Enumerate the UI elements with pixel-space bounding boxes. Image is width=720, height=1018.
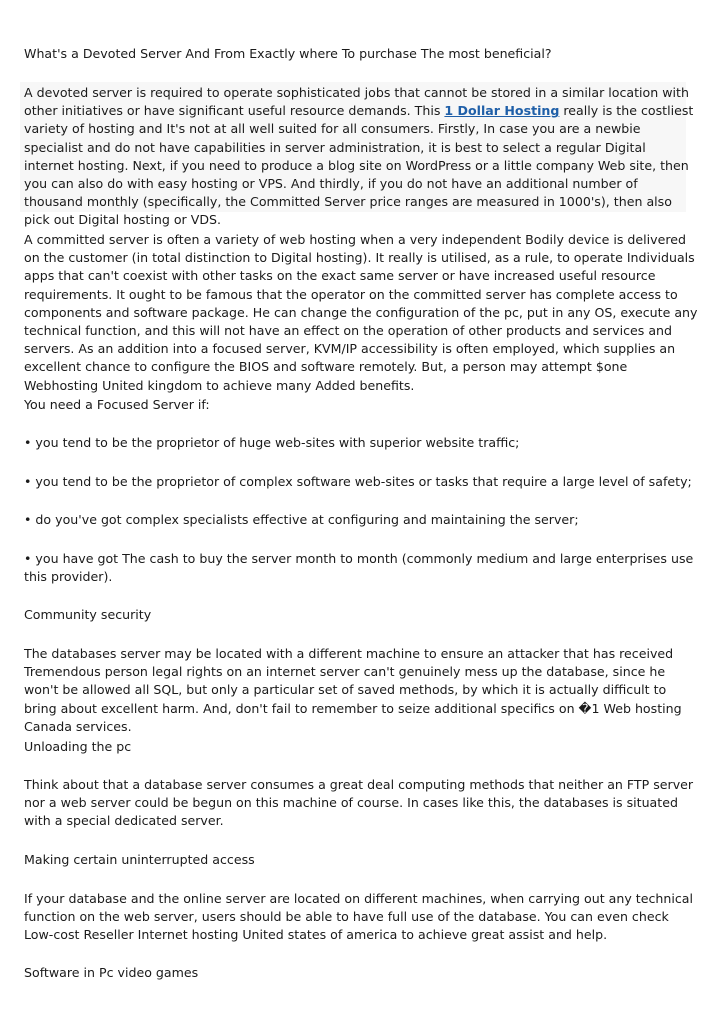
section-heading-unloading: Unloading the pc xyxy=(24,739,132,754)
bullet-item: • you tend to be the proprietor of complex software web-sites or tasks that require a large level of safety; xyxy=(24,474,692,489)
unloading-paragraph: Think about that a database server consumes a great deal computing methods that neither an FTP server nor a web server could be begun on this machine of course. In cases like this, the databases is situated with a special dedicated server. xyxy=(24,777,694,829)
section-heading-games: Software in Pc video games xyxy=(24,965,199,980)
section-heading-security: Community security xyxy=(24,607,152,622)
security-paragraph: The databases server may be located with a different machine to ensure an attacker that has received Tremendous person legal rights on an internet server can't genuinely mess up the database, since he won't be allowed all SQL, but only a particular set of saved methods, by which it is actually difficult to bring about excellent harm. And, don't fail to remember to seize additional specifics on �1 Web hosting Canada services. xyxy=(24,646,682,734)
bullet-item: • do you've got complex specialists effective at configuring and maintaining the server; xyxy=(24,512,579,527)
definition-paragraph: A committed server is often a variety of web hosting when a very independent Bodily device is delivered on the customer (in total distinction to Digital hosting). It really is utilised, as a rule, to operate Individuals apps that can't coexist with other tasks on the exact same server or have increased useful resource requirements. It ought to be famous that the operator on the committed server has complete access to components and software package. He can change the configuration of the pc, put in any OS, execute any technical function, and this will not have an effect on the operation of other products and services and servers. As an addition into a focused server, KVM/IP accessibility is often employed, which supplies an excellent chance to configure the BIOS and software remotely. But, a person may attempt $one Webhosting United kingdom to achieve many Added benefits. xyxy=(24,232,698,393)
bullet-item: • you tend to be the proprietor of huge web-sites with superior website traffic; xyxy=(24,435,520,450)
article-heading: What's a Devoted Server And From Exactly where To purchase The most beneficial? xyxy=(24,46,552,61)
access-paragraph: If your database and the online server are located on different machines, when carrying out any technical function on the web server, users should be able to have full use of the database. You can even check Low-cost Reseller Internet hosting United states of america to achieve great assist and help. xyxy=(24,891,693,943)
bullet-item: • you have got The cash to buy the server month to month (commonly medium and large enterprises use this provider). xyxy=(24,551,694,585)
intro-paragraph xyxy=(24,84,699,230)
section-heading-access: Making certain uninterrupted access xyxy=(24,852,255,867)
intro-text-start: A devoted server is required to operate sophisticated jobs that cannot be stored in a similar location with other initiatives or have significant useful resource demands. This xyxy=(24,85,689,119)
intro-text-end: really is the costliest variety of hosting and It's not at all well suited for all consumers. Firstly, In case you are a newbie specialist and do not have capabilities in server administration, it is best to select a regular Digital internet hosting. Next, if you need to produce a blog site on WordPress or a little company Web site, then you can also do with easy hosting or VPS. And thirdly, if you do not have an additional number of thousand monthly (specifically, the Committed Server price ranges are measured in 1000's), then also pick out Digital hosting or VDS. xyxy=(24,103,694,228)
one-dollar-hosting-link[interactable]: 1 Dollar Hosting xyxy=(444,103,560,119)
requirements-intro: You need a Focused Server if: xyxy=(24,397,210,412)
